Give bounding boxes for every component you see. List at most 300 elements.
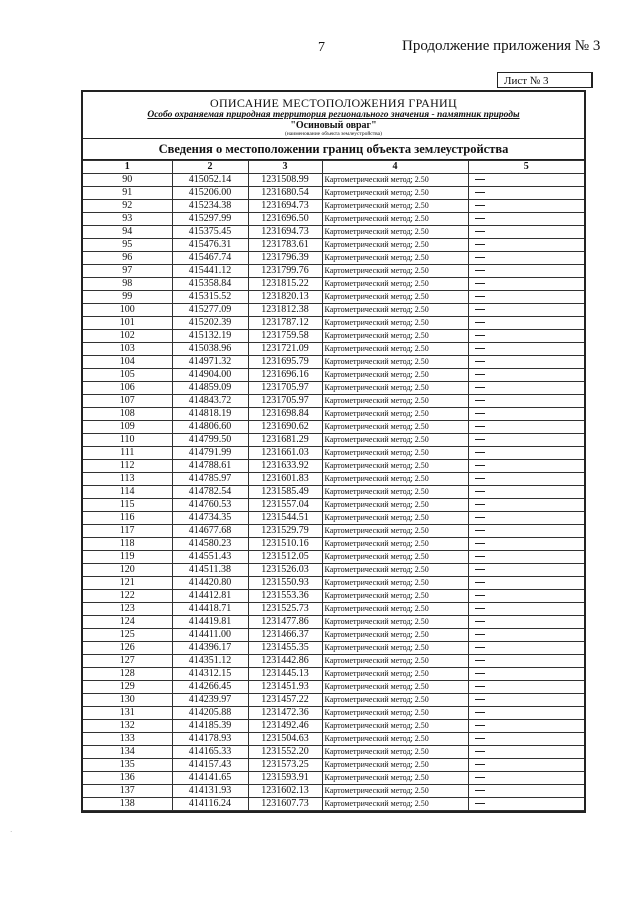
description-cell — [468, 382, 584, 395]
dash-mark — [475, 725, 485, 726]
method-cell: Картометрический метод; 2.50 — [322, 772, 468, 785]
table-row — [83, 291, 584, 304]
method-cell: Картометрический метод; 2.50 — [322, 382, 468, 395]
x-coordinate-cell: 414971.32 — [172, 356, 248, 369]
dash-mark — [475, 608, 485, 609]
description-cell — [468, 278, 584, 291]
x-coordinate-cell: 414551.43 — [172, 551, 248, 564]
sheet-number-box — [497, 72, 593, 88]
x-coordinate-cell: 414843.72 — [172, 395, 248, 408]
y-coordinate-cell: 1231705.97 — [248, 382, 322, 395]
method-cell: Картометрический метод; 2.50 — [322, 642, 468, 655]
boundary-description-form — [81, 90, 586, 813]
x-coordinate-cell: 414511.38 — [172, 564, 248, 577]
description-cell — [468, 525, 584, 538]
method-cell: Картометрический метод; 2.50 — [322, 291, 468, 304]
x-coordinate-cell: 414205.88 — [172, 707, 248, 720]
x-coordinate-cell: 415234.38 — [172, 200, 248, 213]
table-row — [83, 798, 584, 811]
y-coordinate-cell: 1231526.03 — [248, 564, 322, 577]
table-row — [83, 642, 584, 655]
description-cell — [468, 642, 584, 655]
table-row — [83, 772, 584, 785]
method-cell: Картометрический метод; 2.50 — [322, 616, 468, 629]
point-number-cell: 126 — [83, 642, 172, 655]
table-row — [83, 720, 584, 733]
point-number-cell: 112 — [83, 460, 172, 473]
y-coordinate-cell: 1231695.79 — [248, 356, 322, 369]
method-cell: Картометрический метод; 2.50 — [322, 252, 468, 265]
point-number-cell: 93 — [83, 213, 172, 226]
method-cell: Картометрический метод; 2.50 — [322, 785, 468, 798]
x-coordinate-cell: 414677.68 — [172, 525, 248, 538]
table-row — [83, 343, 584, 356]
dash-mark — [475, 426, 485, 427]
method-cell: Картометрический метод; 2.50 — [322, 629, 468, 642]
description-cell — [468, 707, 584, 720]
table-row — [83, 369, 584, 382]
y-coordinate-cell: 1231690.62 — [248, 421, 322, 434]
description-cell — [468, 499, 584, 512]
method-cell: Картометрический метод; 2.50 — [322, 564, 468, 577]
description-cell — [468, 603, 584, 616]
method-cell: Картометрический метод; 2.50 — [322, 265, 468, 278]
y-coordinate-cell: 1231525.73 — [248, 603, 322, 616]
sheet-number-label: Лист № 3 — [504, 75, 549, 87]
description-cell — [468, 460, 584, 473]
description-cell — [468, 616, 584, 629]
method-cell: Картометрический метод; 2.50 — [322, 317, 468, 330]
table-row — [83, 304, 584, 317]
x-coordinate-cell: 414141.65 — [172, 772, 248, 785]
description-cell — [468, 239, 584, 252]
point-number-cell: 124 — [83, 616, 172, 629]
method-cell: Картометрический метод; 2.50 — [322, 720, 468, 733]
page-number: 7 — [318, 40, 325, 55]
description-cell — [468, 681, 584, 694]
x-coordinate-cell: 414420.80 — [172, 577, 248, 590]
description-cell — [468, 291, 584, 304]
description-cell — [468, 720, 584, 733]
method-cell: Картометрический метод; 2.50 — [322, 174, 468, 187]
point-number-cell: 129 — [83, 681, 172, 694]
point-number-cell: 113 — [83, 473, 172, 486]
y-coordinate-cell: 1231455.35 — [248, 642, 322, 655]
point-number-cell: 125 — [83, 629, 172, 642]
description-cell — [468, 512, 584, 525]
x-coordinate-cell: 415202.39 — [172, 317, 248, 330]
dash-mark — [475, 504, 485, 505]
table-row — [83, 655, 584, 668]
table-row — [83, 434, 584, 447]
description-cell — [468, 174, 584, 187]
point-number-cell: 91 — [83, 187, 172, 200]
table-row — [83, 499, 584, 512]
description-cell — [468, 486, 584, 499]
y-coordinate-cell: 1231799.76 — [248, 265, 322, 278]
point-number-cell: 104 — [83, 356, 172, 369]
description-cell — [468, 746, 584, 759]
x-coordinate-cell: 415297.99 — [172, 213, 248, 226]
dash-mark — [475, 647, 485, 648]
point-number-cell: 130 — [83, 694, 172, 707]
y-coordinate-cell: 1231442.86 — [248, 655, 322, 668]
description-cell — [468, 772, 584, 785]
column-header: 2 — [172, 161, 248, 174]
point-number-cell: 98 — [83, 278, 172, 291]
table-row — [83, 226, 584, 239]
method-cell: Картометрический метод; 2.50 — [322, 655, 468, 668]
description-cell — [468, 655, 584, 668]
point-number-cell: 121 — [83, 577, 172, 590]
point-number-cell: 102 — [83, 330, 172, 343]
dash-mark — [475, 777, 485, 778]
y-coordinate-cell: 1231607.73 — [248, 798, 322, 811]
dash-mark — [475, 751, 485, 752]
table-row — [83, 759, 584, 772]
point-number-cell: 131 — [83, 707, 172, 720]
point-number-cell: 132 — [83, 720, 172, 733]
table-row — [83, 473, 584, 486]
dash-mark — [475, 361, 485, 362]
x-coordinate-cell: 414788.61 — [172, 460, 248, 473]
coordinates-table — [83, 160, 584, 811]
method-cell: Картометрический метод; 2.50 — [322, 330, 468, 343]
description-cell — [468, 369, 584, 382]
form-title: ОПИСАНИЕ МЕСТОПОЛОЖЕНИЯ ГРАНИЦ — [210, 96, 457, 110]
y-coordinate-cell: 1231557.04 — [248, 499, 322, 512]
method-cell: Картометрический метод; 2.50 — [322, 499, 468, 512]
description-cell — [468, 551, 584, 564]
x-coordinate-cell: 414412.81 — [172, 590, 248, 603]
x-coordinate-cell: 415467.74 — [172, 252, 248, 265]
description-cell — [468, 473, 584, 486]
dash-mark — [475, 309, 485, 310]
dash-mark — [475, 543, 485, 544]
dash-mark — [475, 387, 485, 388]
x-coordinate-cell: 414785.97 — [172, 473, 248, 486]
x-coordinate-cell: 414165.33 — [172, 746, 248, 759]
table-row — [83, 356, 584, 369]
dash-mark — [475, 413, 485, 414]
method-cell: Картометрический метод; 2.50 — [322, 213, 468, 226]
y-coordinate-cell: 1231552.20 — [248, 746, 322, 759]
y-coordinate-cell: 1231508.99 — [248, 174, 322, 187]
y-coordinate-cell: 1231721.09 — [248, 343, 322, 356]
point-number-cell: 109 — [83, 421, 172, 434]
description-cell — [468, 798, 584, 811]
dash-mark — [475, 452, 485, 453]
description-cell — [468, 447, 584, 460]
point-number-cell: 134 — [83, 746, 172, 759]
dash-mark — [475, 673, 485, 674]
method-cell: Картометрический метод; 2.50 — [322, 512, 468, 525]
dash-mark — [475, 374, 485, 375]
y-coordinate-cell: 1231601.83 — [248, 473, 322, 486]
method-cell: Картометрический метод; 2.50 — [322, 525, 468, 538]
table-row — [83, 200, 584, 213]
description-cell — [468, 395, 584, 408]
point-number-cell: 137 — [83, 785, 172, 798]
y-coordinate-cell: 1231633.92 — [248, 460, 322, 473]
table-row — [83, 460, 584, 473]
table-row — [83, 447, 584, 460]
description-cell — [468, 343, 584, 356]
method-cell: Картометрический метод; 2.50 — [322, 577, 468, 590]
method-cell: Картометрический метод; 2.50 — [322, 473, 468, 486]
description-cell — [468, 434, 584, 447]
y-coordinate-cell: 1231694.73 — [248, 226, 322, 239]
x-coordinate-cell: 414157.43 — [172, 759, 248, 772]
method-cell: Картометрический метод; 2.50 — [322, 668, 468, 681]
table-row — [83, 174, 584, 187]
table-row — [83, 408, 584, 421]
y-coordinate-cell: 1231477.86 — [248, 616, 322, 629]
method-cell: Картометрический метод; 2.50 — [322, 369, 468, 382]
point-number-cell: 90 — [83, 174, 172, 187]
dash-mark — [475, 803, 485, 804]
table-row — [83, 746, 584, 759]
y-coordinate-cell: 1231457.22 — [248, 694, 322, 707]
y-coordinate-cell: 1231466.37 — [248, 629, 322, 642]
territory-subtitle: Особо охраняемая природная территория регионального значения - памятник природы — [147, 110, 520, 120]
y-coordinate-cell: 1231472.36 — [248, 707, 322, 720]
dash-mark — [475, 231, 485, 232]
point-number-cell: 94 — [83, 226, 172, 239]
method-cell: Картометрический метод; 2.50 — [322, 694, 468, 707]
point-number-cell: 101 — [83, 317, 172, 330]
dash-mark — [475, 790, 485, 791]
y-coordinate-cell: 1231696.50 — [248, 213, 322, 226]
point-number-cell: 99 — [83, 291, 172, 304]
method-cell: Картометрический метод; 2.50 — [322, 408, 468, 421]
method-cell: Картометрический метод; 2.50 — [322, 395, 468, 408]
point-number-cell: 119 — [83, 551, 172, 564]
dash-mark — [475, 296, 485, 297]
table-row — [83, 681, 584, 694]
x-coordinate-cell: 414239.97 — [172, 694, 248, 707]
point-number-cell: 120 — [83, 564, 172, 577]
dash-mark — [475, 634, 485, 635]
point-number-cell: 105 — [83, 369, 172, 382]
method-cell: Картометрический метод; 2.50 — [322, 551, 468, 564]
point-number-cell: 116 — [83, 512, 172, 525]
dash-mark — [475, 582, 485, 583]
y-coordinate-cell: 1231553.36 — [248, 590, 322, 603]
table-row — [83, 278, 584, 291]
dash-mark — [475, 400, 485, 401]
x-coordinate-cell: 414419.81 — [172, 616, 248, 629]
point-number-cell: 97 — [83, 265, 172, 278]
y-coordinate-cell: 1231820.13 — [248, 291, 322, 304]
description-cell — [468, 317, 584, 330]
x-coordinate-cell: 415277.09 — [172, 304, 248, 317]
x-coordinate-cell: 414396.17 — [172, 642, 248, 655]
description-cell — [468, 187, 584, 200]
table-row — [83, 330, 584, 343]
y-coordinate-cell: 1231492.46 — [248, 720, 322, 733]
y-coordinate-cell: 1231593.91 — [248, 772, 322, 785]
method-cell: Картометрический метод; 2.50 — [322, 798, 468, 811]
description-cell — [468, 421, 584, 434]
y-coordinate-cell: 1231602.13 — [248, 785, 322, 798]
dash-mark — [475, 218, 485, 219]
x-coordinate-cell: 414799.50 — [172, 434, 248, 447]
dash-mark — [475, 335, 485, 336]
y-coordinate-cell: 1231445.13 — [248, 668, 322, 681]
appendix-continuation-note: Продолжение приложения № 3 — [402, 38, 601, 54]
point-number-cell: 118 — [83, 538, 172, 551]
description-cell — [468, 252, 584, 265]
dash-mark — [475, 556, 485, 557]
table-row — [83, 577, 584, 590]
table-row — [83, 707, 584, 720]
x-coordinate-cell: 414178.93 — [172, 733, 248, 746]
object-name: "Осиновый овраг" — [290, 120, 377, 131]
method-cell: Картометрический метод; 2.50 — [322, 356, 468, 369]
point-number-cell: 92 — [83, 200, 172, 213]
description-cell — [468, 265, 584, 278]
description-cell — [468, 200, 584, 213]
dash-mark — [475, 465, 485, 466]
column-header: 1 — [83, 161, 172, 174]
dash-mark — [475, 439, 485, 440]
method-cell: Картометрический метод; 2.50 — [322, 226, 468, 239]
point-number-cell: 106 — [83, 382, 172, 395]
point-number-cell: 111 — [83, 447, 172, 460]
y-coordinate-cell: 1231661.03 — [248, 447, 322, 460]
point-number-cell: 96 — [83, 252, 172, 265]
point-number-cell: 128 — [83, 668, 172, 681]
dash-mark — [475, 712, 485, 713]
description-cell — [468, 577, 584, 590]
table-row — [83, 512, 584, 525]
x-coordinate-cell: 414131.93 — [172, 785, 248, 798]
x-coordinate-cell: 414418.71 — [172, 603, 248, 616]
method-cell: Картометрический метод; 2.50 — [322, 681, 468, 694]
margin-mark: · — [10, 828, 13, 836]
y-coordinate-cell: 1231512.05 — [248, 551, 322, 564]
y-coordinate-cell: 1231585.49 — [248, 486, 322, 499]
table-row — [83, 785, 584, 798]
x-coordinate-cell: 414760.53 — [172, 499, 248, 512]
method-cell: Картометрический метод; 2.50 — [322, 538, 468, 551]
dash-mark — [475, 530, 485, 531]
point-number-cell: 127 — [83, 655, 172, 668]
table-row — [83, 603, 584, 616]
table-row — [83, 525, 584, 538]
dash-mark — [475, 621, 485, 622]
y-coordinate-cell: 1231815.22 — [248, 278, 322, 291]
description-cell — [468, 408, 584, 421]
table-row — [83, 213, 584, 226]
y-coordinate-cell: 1231680.54 — [248, 187, 322, 200]
table-row — [83, 187, 584, 200]
table-row — [83, 486, 584, 499]
method-cell: Картометрический метод; 2.50 — [322, 590, 468, 603]
y-coordinate-cell: 1231698.84 — [248, 408, 322, 421]
coordinates-table-body — [83, 174, 584, 811]
description-cell — [468, 629, 584, 642]
dash-mark — [475, 764, 485, 765]
method-cell: Картометрический метод; 2.50 — [322, 304, 468, 317]
dash-mark — [475, 244, 485, 245]
dash-mark — [475, 257, 485, 258]
table-row — [83, 733, 584, 746]
point-number-cell: 117 — [83, 525, 172, 538]
x-coordinate-cell: 414266.45 — [172, 681, 248, 694]
method-cell: Картометрический метод; 2.50 — [322, 187, 468, 200]
dash-mark — [475, 517, 485, 518]
method-cell: Картометрический метод; 2.50 — [322, 759, 468, 772]
x-coordinate-cell: 414791.99 — [172, 447, 248, 460]
method-cell: Картометрический метод; 2.50 — [322, 603, 468, 616]
point-number-cell: 135 — [83, 759, 172, 772]
y-coordinate-cell: 1231812.38 — [248, 304, 322, 317]
y-coordinate-cell: 1231573.25 — [248, 759, 322, 772]
description-cell — [468, 356, 584, 369]
x-coordinate-cell: 414782.54 — [172, 486, 248, 499]
table-row — [83, 616, 584, 629]
y-coordinate-cell: 1231510.16 — [248, 538, 322, 551]
dash-mark — [475, 283, 485, 284]
x-coordinate-cell: 414734.35 — [172, 512, 248, 525]
y-coordinate-cell: 1231529.79 — [248, 525, 322, 538]
description-cell — [468, 330, 584, 343]
point-number-cell: 123 — [83, 603, 172, 616]
point-number-cell: 95 — [83, 239, 172, 252]
method-cell: Картометрический метод; 2.50 — [322, 733, 468, 746]
table-row — [83, 538, 584, 551]
x-coordinate-cell: 414312.15 — [172, 668, 248, 681]
method-cell: Картометрический метод; 2.50 — [322, 460, 468, 473]
point-number-cell: 122 — [83, 590, 172, 603]
dash-mark — [475, 270, 485, 271]
dash-mark — [475, 660, 485, 661]
section-title: Сведения о местоположении границ объекта землеустройства — [83, 139, 584, 160]
table-row — [83, 551, 584, 564]
point-number-cell: 100 — [83, 304, 172, 317]
dash-mark — [475, 478, 485, 479]
description-cell — [468, 538, 584, 551]
column-header: 5 — [468, 161, 584, 174]
method-cell: Картометрический метод; 2.50 — [322, 746, 468, 759]
description-cell — [468, 304, 584, 317]
x-coordinate-cell: 415358.84 — [172, 278, 248, 291]
x-coordinate-cell: 414904.00 — [172, 369, 248, 382]
method-cell: Картометрический метод; 2.50 — [322, 707, 468, 720]
x-coordinate-cell: 414806.60 — [172, 421, 248, 434]
x-coordinate-cell: 414818.19 — [172, 408, 248, 421]
table-row — [83, 421, 584, 434]
point-number-cell: 107 — [83, 395, 172, 408]
x-coordinate-cell: 415375.45 — [172, 226, 248, 239]
description-cell — [468, 213, 584, 226]
point-number-cell: 115 — [83, 499, 172, 512]
table-row — [83, 239, 584, 252]
x-coordinate-cell: 414116.24 — [172, 798, 248, 811]
method-cell: Картометрический метод; 2.50 — [322, 239, 468, 252]
y-coordinate-cell: 1231681.29 — [248, 434, 322, 447]
method-cell: Картометрический метод; 2.50 — [322, 447, 468, 460]
table-row — [83, 382, 584, 395]
dash-mark — [475, 491, 485, 492]
table-row — [83, 629, 584, 642]
y-coordinate-cell: 1231783.61 — [248, 239, 322, 252]
table-row — [83, 265, 584, 278]
description-cell — [468, 564, 584, 577]
column-header: 3 — [248, 161, 322, 174]
